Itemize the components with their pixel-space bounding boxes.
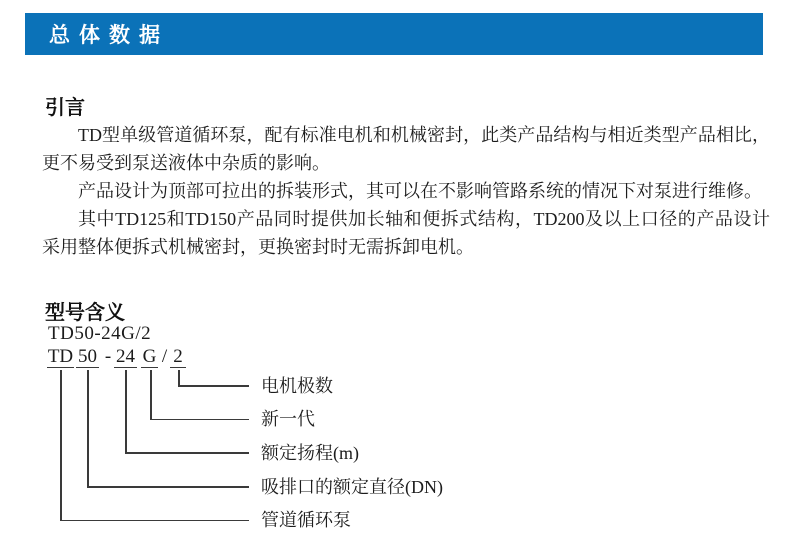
leader-vline-poles: [178, 370, 180, 386]
model-example-code: TD50-24G/2: [48, 323, 152, 344]
leader-hline-head: [125, 452, 249, 454]
leader-vline-generation: [150, 370, 152, 420]
intro-paragraph: 其中TD125和TD150产品同时提供加长轴和便拆式结构，TD200及以上口径的产品设计采用整体便拆式机械密封，更换密封时无需拆卸电机。: [42, 209, 770, 257]
leader-hline-series: [60, 520, 249, 522]
leader-hline-diameter: [87, 486, 249, 488]
leader-hline-poles: [178, 385, 249, 387]
token-diameter: 50: [78, 346, 97, 367]
legend-label-head: 额定扬程(m): [261, 443, 359, 463]
legend-label-generation: 新一代: [261, 409, 315, 429]
legend-label-diameter: 吸排口的额定直径(DN): [261, 477, 443, 497]
legend-label-poles: 电机极数: [261, 376, 333, 396]
leader-vline-head: [125, 370, 127, 454]
token-slash: /: [161, 346, 168, 367]
leader-vline-series: [60, 370, 62, 521]
intro-paragraph: TD型单级管道循环泵，配有标准电机和机械密封，此类产品结构与相近类型产品相比，更不易受到泵送液体中杂质的影响。: [42, 125, 770, 173]
token-poles: 2: [170, 346, 186, 368]
intro-paragraph: 产品设计为顶部可拉出的拆装形式，其可以在不影响管路系统的情况下对泵进行维修。: [78, 181, 762, 201]
token-head: 24: [116, 346, 135, 367]
legend-label-pump: 管道循环泵: [261, 510, 351, 530]
leader-hline-generation: [150, 419, 249, 421]
intro-heading: 引言: [45, 97, 85, 119]
leader-vline-diameter: [87, 370, 89, 488]
token-dash: -: [104, 346, 112, 367]
token-series: TD: [47, 346, 74, 367]
token-generation: G: [142, 346, 157, 367]
section-title: 总体数据: [49, 24, 169, 47]
model-meaning-heading: 型号含义: [45, 302, 125, 324]
